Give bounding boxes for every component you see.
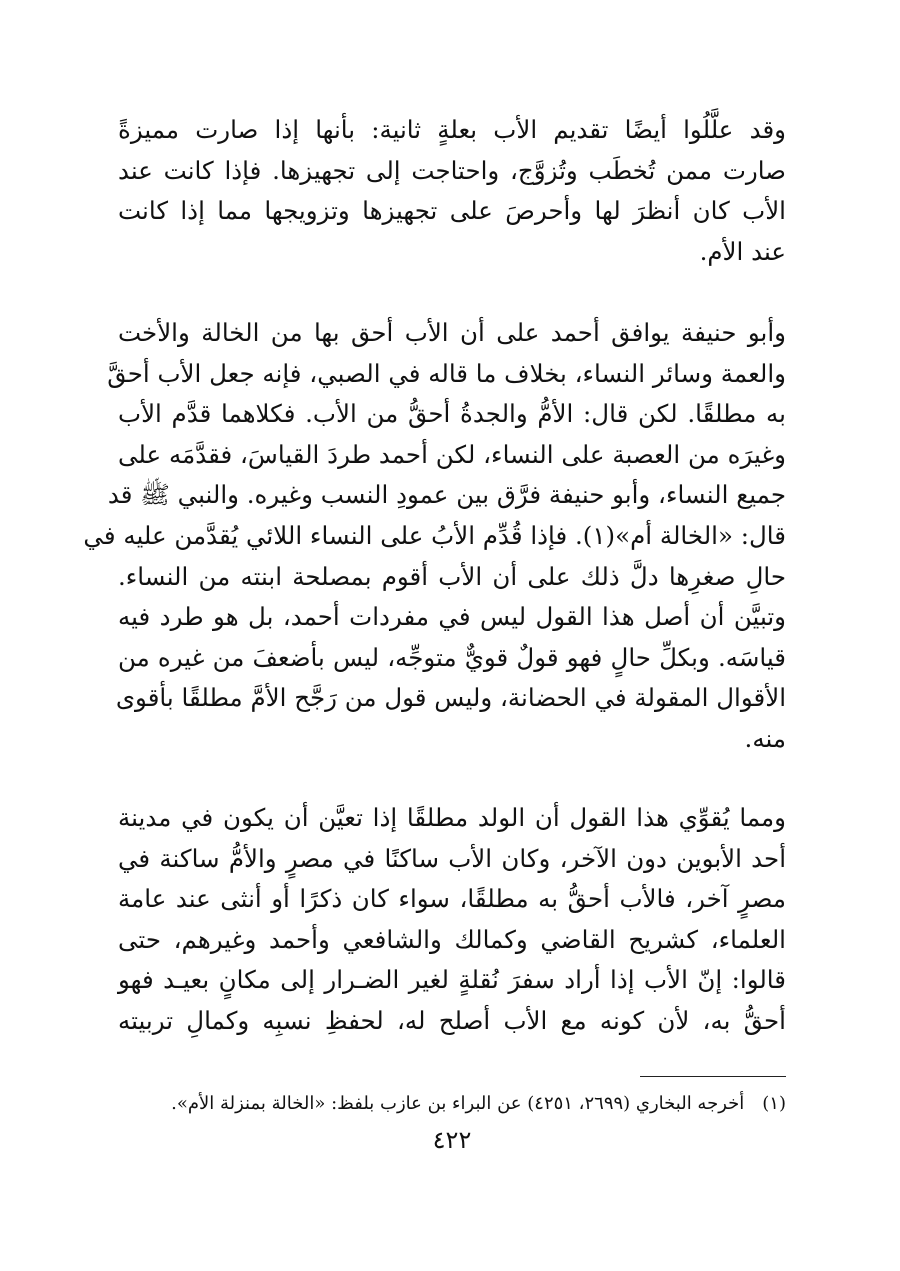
- page-number: ٤٢٢: [432, 1126, 472, 1154]
- document-page: [83, 110, 786, 1210]
- text-line: وغيرَه من العصبة على النساء، لكن أحمد طردَ القياسَ، فقدَّمَه على: [118, 439, 786, 469]
- footnote-number: (١): [762, 1093, 786, 1114]
- text-line: ومما يُقوِّي هذا القول أن الولد مطلقًا إذا تعيَّن أن يكون في مدينة: [118, 803, 786, 832]
- paragraph-3: [118, 798, 786, 1042]
- text-line: عند الأم.: [699, 236, 786, 266]
- text-line: أحقُّ به، لأن كونه مع الأب أصلح له، لحفظِ نسبِه وكمالِ تربيته: [118, 1005, 786, 1035]
- text-line: العلماء، كشريح القاضي وكمالك والشافعي وأحمد وغيرهم، حتى: [118, 924, 786, 954]
- footnote: [118, 1090, 786, 1118]
- text-line: أحد الأبوين دون الآخر، وكان الأب ساكنًا في مصرٍ والأمُّ ساكنة في: [118, 843, 786, 873]
- paragraph-1: [118, 110, 786, 272]
- text-line: الأقوال المقولة في الحضانة، وليس قول من رَجَّح الأمَّ مطلقًا بأقوى: [115, 683, 786, 713]
- paragraph-2: [83, 313, 786, 760]
- text-line: والعمة وسائر النساء، بخلاف ما قاله في الصبي، فإنه جعل الأب أحقَّ: [107, 358, 786, 388]
- text-line: صارت ممن تُخطَب وتُزوَّج، واحتاجت إلى تجهيزها. فإذا كانت عند: [118, 155, 786, 185]
- text-line: وقد علَّلُوا أيضًا تقديم الأب بعلةٍ ثانية: بأنها إذا صارت مميزةً: [118, 115, 786, 144]
- text-line: منه.: [744, 723, 786, 753]
- text-line: جميع النساء، وأبو حنيفة فرَّق بين عمودِ النسب وغيره. والنبي ﷺ قد: [107, 480, 786, 510]
- text-line: حالِ صغرِها دلَّ ذلك على أن الأب أقوم بمصلحة ابنته من النساء.: [118, 561, 786, 591]
- text-line: مصرٍ آخر، فالأب أحقُّ به مطلقًا، سواء كان ذكرًا أو أنثى عند عامة: [118, 884, 786, 914]
- text-line: قالوا: إنّ الأب إذا أراد سفرَ نُقلةٍ لغير الضـرار إلى مكانٍ بعيـد فهو: [118, 965, 786, 995]
- footnote-text: أخرجه البخاري (٢٦٩٩، ٤٢٥١) عن البراء بن عازب بلفظ: «الخالة بمنزلة الأم».: [171, 1093, 745, 1114]
- text-line: وأبو حنيفة يوافق أحمد على أن الأب أحق بها من الخالة والأخت: [118, 318, 786, 347]
- text-line: الأب كان أنظرَ لها وأحرصَ على تجهيزها وتزويجها مما إذا كانت: [118, 196, 786, 226]
- text-line: قياسَه. وبكلِّ حالٍ فهو قولٌ قويٌّ متوجِّه، ليس بأضعفَ من غيره من: [118, 642, 786, 672]
- text-line: به مطلقًا. لكن قال: الأمُّ والجدةُ أحقُّ من الأب. فكلاهما قدَّم الأب: [118, 399, 786, 429]
- footnote-divider: [640, 1076, 786, 1077]
- text-line: قال: «الخالة أم»(١). فإذا قُدِّم الأبُ على النساء اللائي يُقدَّمن عليه في: [83, 520, 786, 550]
- text-line: وتبيَّن أن أصل هذا القول ليس في مفردات أحمد، بل هو طرد فيه: [118, 602, 786, 632]
